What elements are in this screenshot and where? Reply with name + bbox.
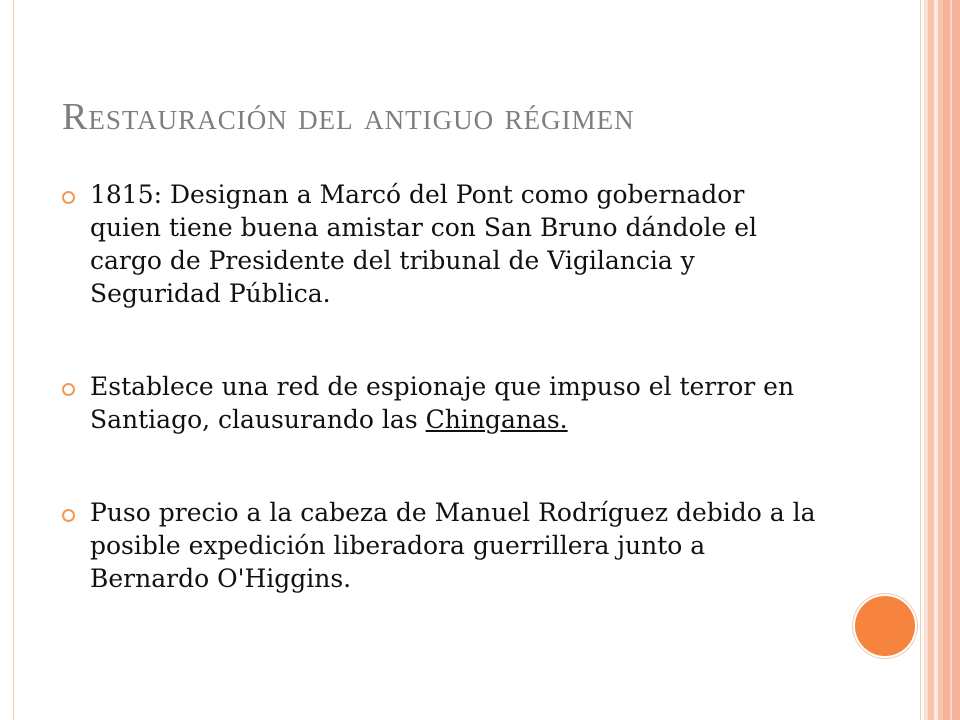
bullet-item — [60, 178, 820, 310]
bullet-circle-icon — [62, 383, 75, 396]
bullet-text: Establece una red de espionaje que impuso el terror en Santiago, clausurando las — [90, 372, 795, 434]
bullet-text: Puso precio a la cabeza de Manuel Rodríguez debido a la posible expedición liberadora guerrillera junto a Bernardo O'Higgins. — [90, 498, 816, 593]
slide-title: Restauración del antiguo régimen — [62, 96, 635, 138]
bullet-circle-icon — [62, 509, 75, 522]
accent-circle — [855, 596, 915, 656]
bullet-text: 1815: Designan a Marcó del Pont como gobernador quien tiene buena amistar con San Bruno dándole el cargo de Presidente del tribunal de Vigilancia y Seguridad Pública. — [90, 180, 758, 308]
chinganas-link[interactable]: Chinganas. — [425, 405, 568, 434]
bullet-list — [60, 178, 820, 595]
decorative-stripe — [950, 0, 952, 720]
bullet-item — [60, 496, 820, 595]
bullet-item — [60, 370, 820, 436]
bullet-circle-icon — [62, 191, 75, 204]
